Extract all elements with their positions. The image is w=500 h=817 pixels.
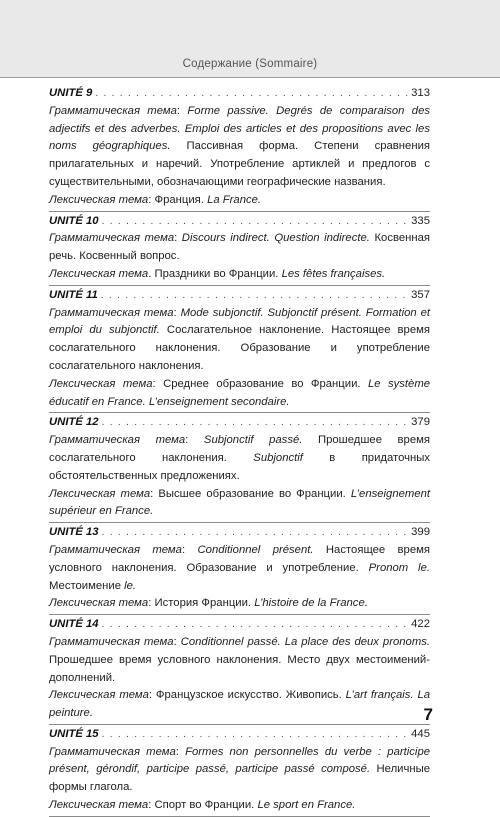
toc-entry [49, 523, 430, 615]
table-of-contents [49, 85, 430, 817]
grammar-text-segment: Грамматическая тема [49, 745, 176, 758]
grammar-text-segment: Грамматическая тема [49, 306, 174, 319]
dot-leader [102, 726, 409, 744]
lexis-text-segment: Le sport en France. [257, 799, 356, 812]
grammar-text-segment: Conditionnel présent. [197, 543, 314, 556]
grammar-text-segment: : [176, 104, 188, 117]
lexis-text-segment: : Франция. [148, 193, 208, 206]
grammar-text-segment: Грамматическая тема [49, 434, 186, 447]
lexical-topic [49, 687, 430, 723]
unit-title: UNITÉ 15 [49, 727, 99, 740]
grammar-text-segment: Пассивная форма. Степени сравнения прилагательных и наречий. Употребление артиклей и предлогов с существительными, обозначающими географические названия. [49, 140, 430, 188]
toc-heading-line [49, 287, 430, 305]
toc-entry [49, 85, 430, 212]
grammar-text-segment: в придаточных обстоятельственных предложениях. [49, 451, 431, 482]
grammar-topic [49, 432, 430, 485]
running-header [0, 0, 500, 78]
toc-heading-line [49, 414, 430, 432]
unit-page-number: 335 [411, 214, 430, 227]
toc-heading-line [49, 616, 430, 634]
toc-entry [49, 725, 430, 817]
unit-title: UNITÉ 11 [49, 288, 98, 301]
lexis-text-segment: . Праздники во Франции. [148, 267, 282, 280]
grammar-topic [49, 305, 430, 376]
toc-heading-line [49, 524, 430, 542]
unit-page-number: 379 [411, 416, 430, 429]
unit-title: UNITÉ 13 [49, 526, 99, 539]
grammar-text-segment: Местоимение [49, 579, 125, 592]
toc-heading-line [49, 213, 430, 231]
grammar-text-segment: : [175, 745, 186, 758]
grammar-text-segment: Грамматическая тема [49, 543, 182, 556]
dot-leader [102, 213, 409, 231]
grammar-text-segment: Прошедшее время сослагательного наклонения. [49, 434, 431, 464]
lexical-topic [49, 486, 430, 522]
dot-leader [102, 524, 409, 542]
grammar-text-segment: Сослагательное наклонение. Настоящее время сослагательного наклонения. Образование и употребление сослагательного наклонения. [49, 324, 430, 372]
lexis-text-segment: Les fêtes françaises. [281, 267, 386, 280]
page-number: 7 [423, 705, 433, 724]
grammar-topic [49, 542, 430, 595]
lexis-text-segment: : Французское искусство. Живопись. [148, 689, 346, 702]
toc-heading-line [49, 726, 430, 744]
grammar-text-segment: Mode subjonctif. Subjonctif présent. Formation et emploi du subjonctif. [49, 306, 430, 337]
toc-entry [49, 212, 430, 286]
lexical-topic [49, 192, 430, 210]
lexis-text-segment: Le système éducatif en France. L’enseignement secondaire. [49, 377, 431, 408]
grammar-text-segment: Настоящее время условного наклонения. Образование и употребление. [49, 543, 431, 574]
unit-page-number: 422 [411, 618, 430, 631]
unit-page-number: 445 [411, 727, 430, 740]
lexical-topic [49, 595, 430, 613]
lexis-text-segment: La France. [207, 193, 262, 206]
toc-entry [49, 286, 430, 414]
lexis-text-segment: Лексическая тема [49, 377, 153, 390]
grammar-text-segment: Грамматическая тема [49, 232, 175, 245]
grammar-topic [49, 744, 430, 797]
unit-title: UNITÉ 12 [49, 416, 99, 429]
grammar-text-segment: : [174, 232, 182, 245]
lexis-text-segment: Лексическая тема [49, 193, 149, 206]
dot-leader [102, 414, 409, 432]
grammar-text-segment: Discours indirect. Question indirecte. [181, 232, 370, 245]
grammar-text-segment: Косвенная речь. Косвенный вопрос. [49, 232, 430, 263]
lexis-text-segment: Лексическая тема [49, 689, 149, 702]
lexis-text-segment: Лексическая тема [49, 487, 151, 500]
unit-page-number: 313 [411, 87, 430, 99]
grammar-text-segment: Грамматическая тема [49, 104, 177, 117]
dot-leader [101, 287, 408, 305]
toc-entry [49, 413, 430, 523]
grammar-text-segment: Subjonctif passé. [203, 434, 303, 447]
lexis-text-segment: Лексическая тема [49, 597, 149, 610]
lexical-topic [49, 266, 430, 284]
header-title: Содержание (Sommaire) [182, 58, 318, 70]
lexis-text-segment: : Спорт во Франции. [148, 799, 258, 812]
grammar-text-segment: le. [124, 579, 137, 592]
toc-entry [49, 615, 430, 725]
grammar-text-segment: Forme passive. Degrés de comparaison des adjectifs et des adverbes. Emploi des articles et des propositions avec les noms géographiques. [49, 104, 430, 153]
grammar-topic [49, 230, 430, 266]
dot-leader [95, 85, 408, 103]
lexis-text-segment: : Среднее образование во Франции. [152, 377, 368, 390]
lexis-text-segment: Лексическая тема [49, 799, 149, 812]
unit-title: UNITÉ 9 [49, 87, 93, 99]
grammar-topic [49, 103, 430, 192]
grammar-text-segment: Pronom le. [368, 561, 430, 574]
grammar-text-segment: Subjonctif [253, 451, 303, 464]
grammar-text-segment: Conditionnel passé. La place des deux pronoms. [180, 635, 431, 648]
grammar-text-segment: : [181, 543, 198, 556]
lexis-text-segment: : Высшее образование во Франции. [150, 487, 351, 500]
dot-leader [102, 616, 409, 634]
grammar-text-segment: : [173, 306, 181, 319]
unit-page-number: 399 [411, 526, 430, 539]
grammar-text-segment: Грамматическая тема [49, 635, 174, 648]
lexis-text-segment: L’art français. La peinture. [49, 689, 431, 720]
unit-title: UNITÉ 14 [49, 618, 99, 631]
grammar-text-segment: : [185, 434, 204, 447]
lexis-text-segment: : История Франции. [148, 597, 255, 610]
lexis-text-segment: L’enseignement supérieur en France. [49, 487, 431, 518]
unit-title: UNITÉ 10 [49, 214, 99, 227]
grammar-topic [49, 634, 430, 687]
lexical-topic [49, 376, 430, 412]
lexis-text-segment: Лексическая тема [49, 267, 149, 280]
lexis-text-segment: L’histoire de la France. [254, 597, 368, 610]
grammar-text-segment: Formes non personnelles du verbe : participe présent, gérondif, participe passé, participe passé composé. [49, 745, 431, 776]
toc-heading-line [49, 85, 430, 103]
lexical-topic [49, 797, 430, 815]
grammar-text-segment: : [173, 635, 181, 648]
grammar-text-segment: Прошедшее время условного наклонения. Место двух местоимений-дополнений. [49, 653, 430, 684]
unit-page-number: 357 [411, 288, 430, 301]
grammar-text-segment: Неличные формы глагола. [49, 763, 431, 794]
